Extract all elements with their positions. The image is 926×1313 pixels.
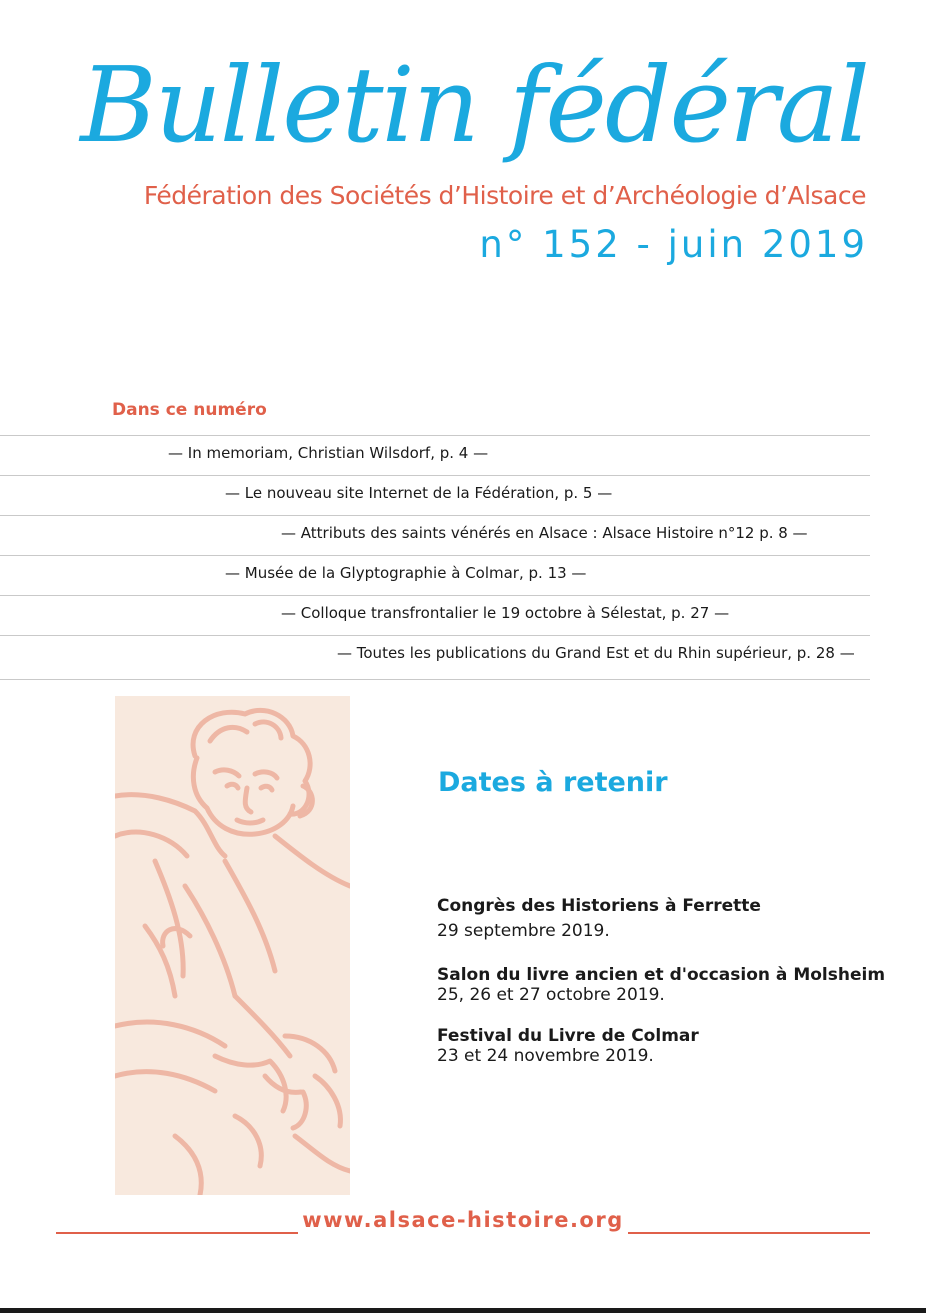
- toc-item[interactable]: [0, 435, 870, 475]
- dates-heading: Dates à retenir: [438, 767, 668, 798]
- toc-item-label: — Attributs des saints vénérés en Alsace : Alsace Histoire n°12 p. 8 —: [281, 524, 808, 542]
- toc-item[interactable]: [0, 515, 870, 555]
- toc-item-label: — Le nouveau site Internet de la Fédération, p. 5 —: [225, 484, 613, 502]
- bulletin-title: Bulletin fédéral: [80, 44, 868, 166]
- event-name: Congrès des Historiens à Ferrette: [437, 896, 761, 916]
- toc-item[interactable]: [0, 555, 870, 595]
- federation-subtitle: Fédération des Sociétés d’Histoire et d’Archéologie d’Alsace: [143, 181, 866, 210]
- toc-item[interactable]: [0, 595, 870, 635]
- bottom-border: [0, 1308, 926, 1313]
- footer-rule-left: [56, 1208, 298, 1234]
- toc-item-label: — Toutes les publications du Grand Est et du Rhin supérieur, p. 28 —: [337, 644, 855, 662]
- event-date: 25, 26 et 27 octobre 2019.: [437, 985, 665, 1005]
- footer-rule-right: [628, 1208, 870, 1234]
- footer: [56, 1206, 870, 1234]
- event-date: 23 et 24 novembre 2019.: [437, 1046, 654, 1066]
- toc-item-label: — In memoriam, Christian Wilsdorf, p. 4 —: [168, 444, 489, 462]
- toc-item[interactable]: [0, 475, 870, 515]
- toc-item-label: — Colloque transfrontalier le 19 octobre à Sélestat, p. 27 —: [281, 604, 730, 622]
- event-date: 29 septembre 2019.: [437, 921, 610, 941]
- toc-heading: Dans ce numéro: [112, 400, 267, 420]
- event-item: [437, 1026, 699, 1066]
- event-name: Salon du livre ancien et d'occasion à Molsheim: [437, 965, 886, 985]
- issue-number: n° 152 - juin 2019: [479, 223, 868, 266]
- table-of-contents: [0, 435, 870, 680]
- sculpture-illustration: [115, 696, 350, 1195]
- toc-item[interactable]: [0, 635, 870, 680]
- event-item: [437, 896, 761, 941]
- toc-item-label: — Musée de la Glyptographie à Colmar, p. 13 —: [225, 564, 587, 582]
- event-name: Festival du Livre de Colmar: [437, 1026, 699, 1046]
- event-item: [437, 965, 885, 1005]
- website-link[interactable]: www.alsace-histoire.org: [302, 1208, 624, 1232]
